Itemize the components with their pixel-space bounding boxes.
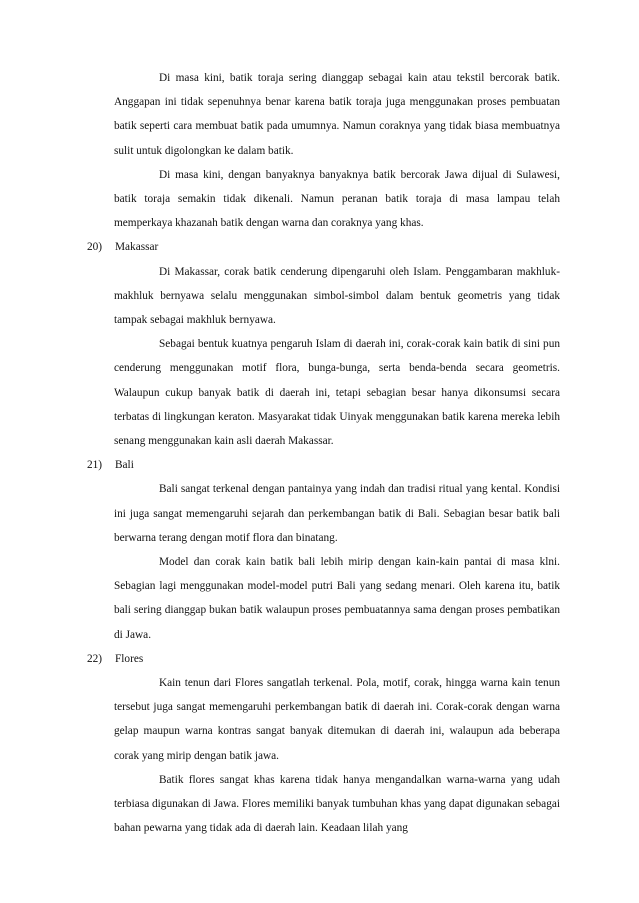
section-number: 21): [87, 459, 103, 472]
paragraph-makassar-1: Di Makassar, corak batik cenderung dipengaruhi oleh Islam. Penggambaran makhluk-makhluk bernyawa selalu menggunakan simbol-simbol dalam bentuk geometris yang tidak tampak sebagai makhluk bernyawa.: [114, 265, 560, 327]
paragraph-makassar-2: Sebagai bentuk kuatnya pengaruh Islam di daerah ini, corak-corak kain batik di sini pun cenderung menggunakan motif flora, bunga-bunga, serta benda-benda secara geometris. Walaupun cukup banyak batik di daerah ini, tetapi sebagian besar hanya dikonsumsi secara terbatas di lingkungan keraton. Masyarakat tidak Uinyak menggunakan batik karena mereka lebih senang menggunakan kain asli daerah Makassar.: [114, 338, 560, 448]
document-body: [87, 66, 560, 840]
section-title: Makassar: [115, 241, 159, 254]
section-title: Bali: [115, 459, 134, 472]
section-heading-flores: [87, 647, 560, 671]
paragraph-bali-2: Model dan corak kain batik bali lebih mirip dengan kain-kain pantai di masa klni. Sebagian lagi menggunakan model-model putri Bali yang sedang menari. Oleh karena itu, batik bali sering dianggap bukan batik walaupun proses pembuatannya sama dengan proses pembatikan di Jawa.: [114, 556, 560, 641]
section-number: 22): [87, 652, 103, 665]
section-heading-makassar: [87, 235, 560, 259]
paragraph-flores-1: Kain tenun dari Flores sangatlah terkenal. Pola, motif, corak, hingga warna kain tenun tersebut juga sangat memengaruhi perkembangan batik di daerah ini. Corak-corak dengan warna gelap maupun warna kontras sangat banyak ditemukan di daerah ini, walaupun ada beberapa corak yang mirip dengan batik jawa.: [114, 677, 560, 762]
paragraph-toraja-1: Di masa kini, batik toraja sering dianggap sebagai kain atau tekstil bercorak batik. Anggapan ini tidak sepenuhnya benar karena batik toraja juga menggunakan proses pembuatan batik seperti cara membuat batik pada umumnya. Namun coraknya yang tidak biasa membuatnya sulit untuk digolongkan ke dalam batik.: [114, 72, 560, 157]
section-number: 20): [87, 241, 103, 254]
paragraph-toraja-2: Di masa kini, dengan banyaknya banyaknya batik bercorak Jawa dijual di Sulawesi, batik toraja semakin tidak dikenali. Namun peranan batik toraja di masa lampau telah memperkaya khazanah batik dengan warna dan coraknya yang khas.: [114, 168, 560, 230]
section-heading-bali: [87, 453, 560, 477]
paragraph-bali-1: Bali sangat terkenal dengan pantainya yang indah dan tradisi ritual yang kental. Kondisi ini juga sangat memengaruhi sejarah dan perkembangan batik di Bali. Sebagian besar batik bali berwarna terang dengan motif flora dan binatang.: [114, 483, 560, 544]
paragraph-flores-2: Batik flores sangat khas karena tidak hanya mengandalkan warna-warna yang udah terbiasa digunakan di Jawa. Flores memiliki banyak tumbuhan khas yang dapat digunakan sebagai bahan pewarna yang tidak ada di daerah lain. Keadaan lilah yang: [114, 773, 560, 835]
section-title: Flores: [115, 652, 144, 665]
